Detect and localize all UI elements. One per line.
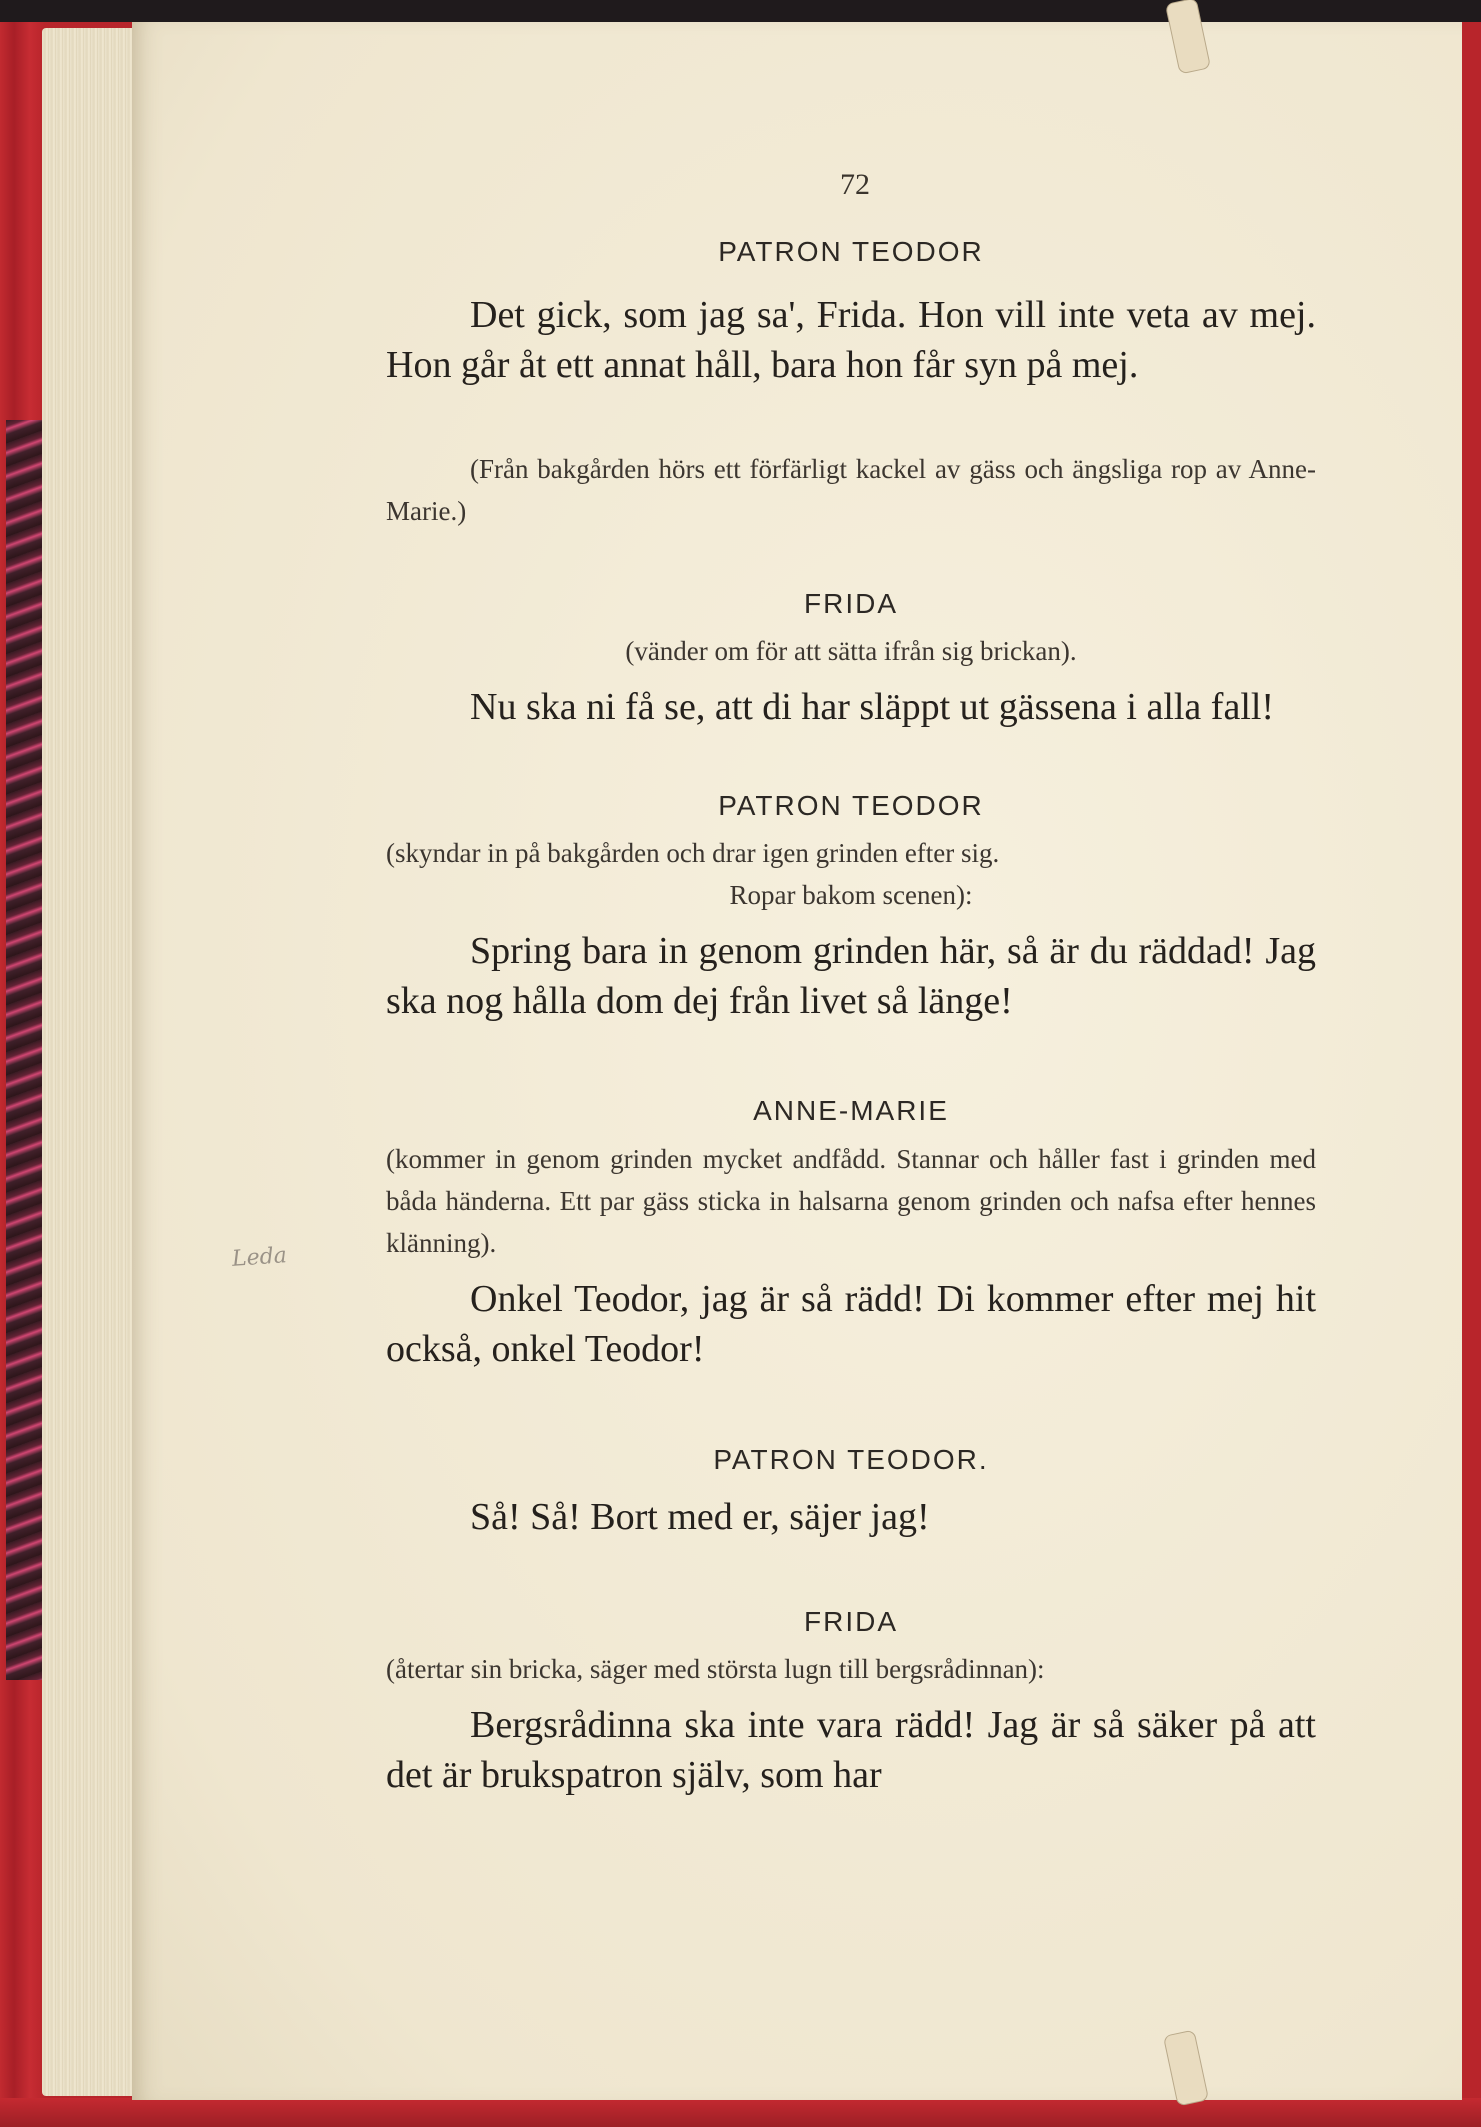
dialogue-line: Onkel Teodor, jag är så rädd! Di kommer efter mej hit också, onkel Teodor! <box>386 1278 1316 1370</box>
stage-direction: (kommer in genom grinden mycket andfådd. Stannar och håller fast i grinden med båda händerna. Ett par gäss sticka in halsarna genom grinden och nafsa efter hennes klänning). <box>386 1144 1316 1258</box>
speaker-name: PATRON TEODOR <box>718 236 984 267</box>
page-number: 72 <box>840 168 870 201</box>
speaker-name: PATRON TEODOR <box>718 790 984 821</box>
cover-top-edge <box>0 0 1481 22</box>
stage-direction: (vänder om för att sätta ifrån sig brickan). <box>625 636 1077 666</box>
stage-direction: (återtar sin bricka, säger med största lugn till bergsrådinnan): <box>386 1654 1045 1684</box>
stage-direction: (Från bakgården hörs ett förfärligt kackel av gäss och ängsliga rop av Anne-Marie.) <box>386 454 1316 526</box>
speaker-name: PATRON TEODOR. <box>713 1444 989 1475</box>
cover-bottom-edge <box>0 2098 1481 2127</box>
speaker-name: ANNE-MARIE <box>753 1095 949 1126</box>
marbled-spine <box>6 420 46 1680</box>
dialogue-line: Nu ska ni få se, att di har släppt ut gässena i alla fall! <box>470 686 1275 728</box>
stage-direction: (skyndar in på bakgården och drar igen grinden efter sig. <box>386 838 1000 868</box>
page-stack-edges <box>42 28 142 2096</box>
dialogue-line: Så! Så! Bort med er, säjer jag! <box>470 1496 930 1538</box>
speaker-name: FRIDA <box>804 588 898 619</box>
pencil-margin-note: Leda <box>231 1243 288 1272</box>
dialogue-line: Bergsrådinna ska inte vara rädd! Jag är så säker på att det är brukspatron själv, som har <box>386 1704 1316 1796</box>
dialogue-line: Spring bara in genom grinden här, så är du räddad! Jag ska nog hålla dom dej från livet så länge! <box>386 930 1316 1022</box>
dialogue-line: Det gick, som jag sa', Frida. Hon vill inte veta av mej. Hon går åt ett annat håll, bara hon får syn på mej. <box>386 294 1316 386</box>
stage-direction: Ropar bakom scenen): <box>729 880 973 910</box>
speaker-name: FRIDA <box>804 1606 898 1637</box>
